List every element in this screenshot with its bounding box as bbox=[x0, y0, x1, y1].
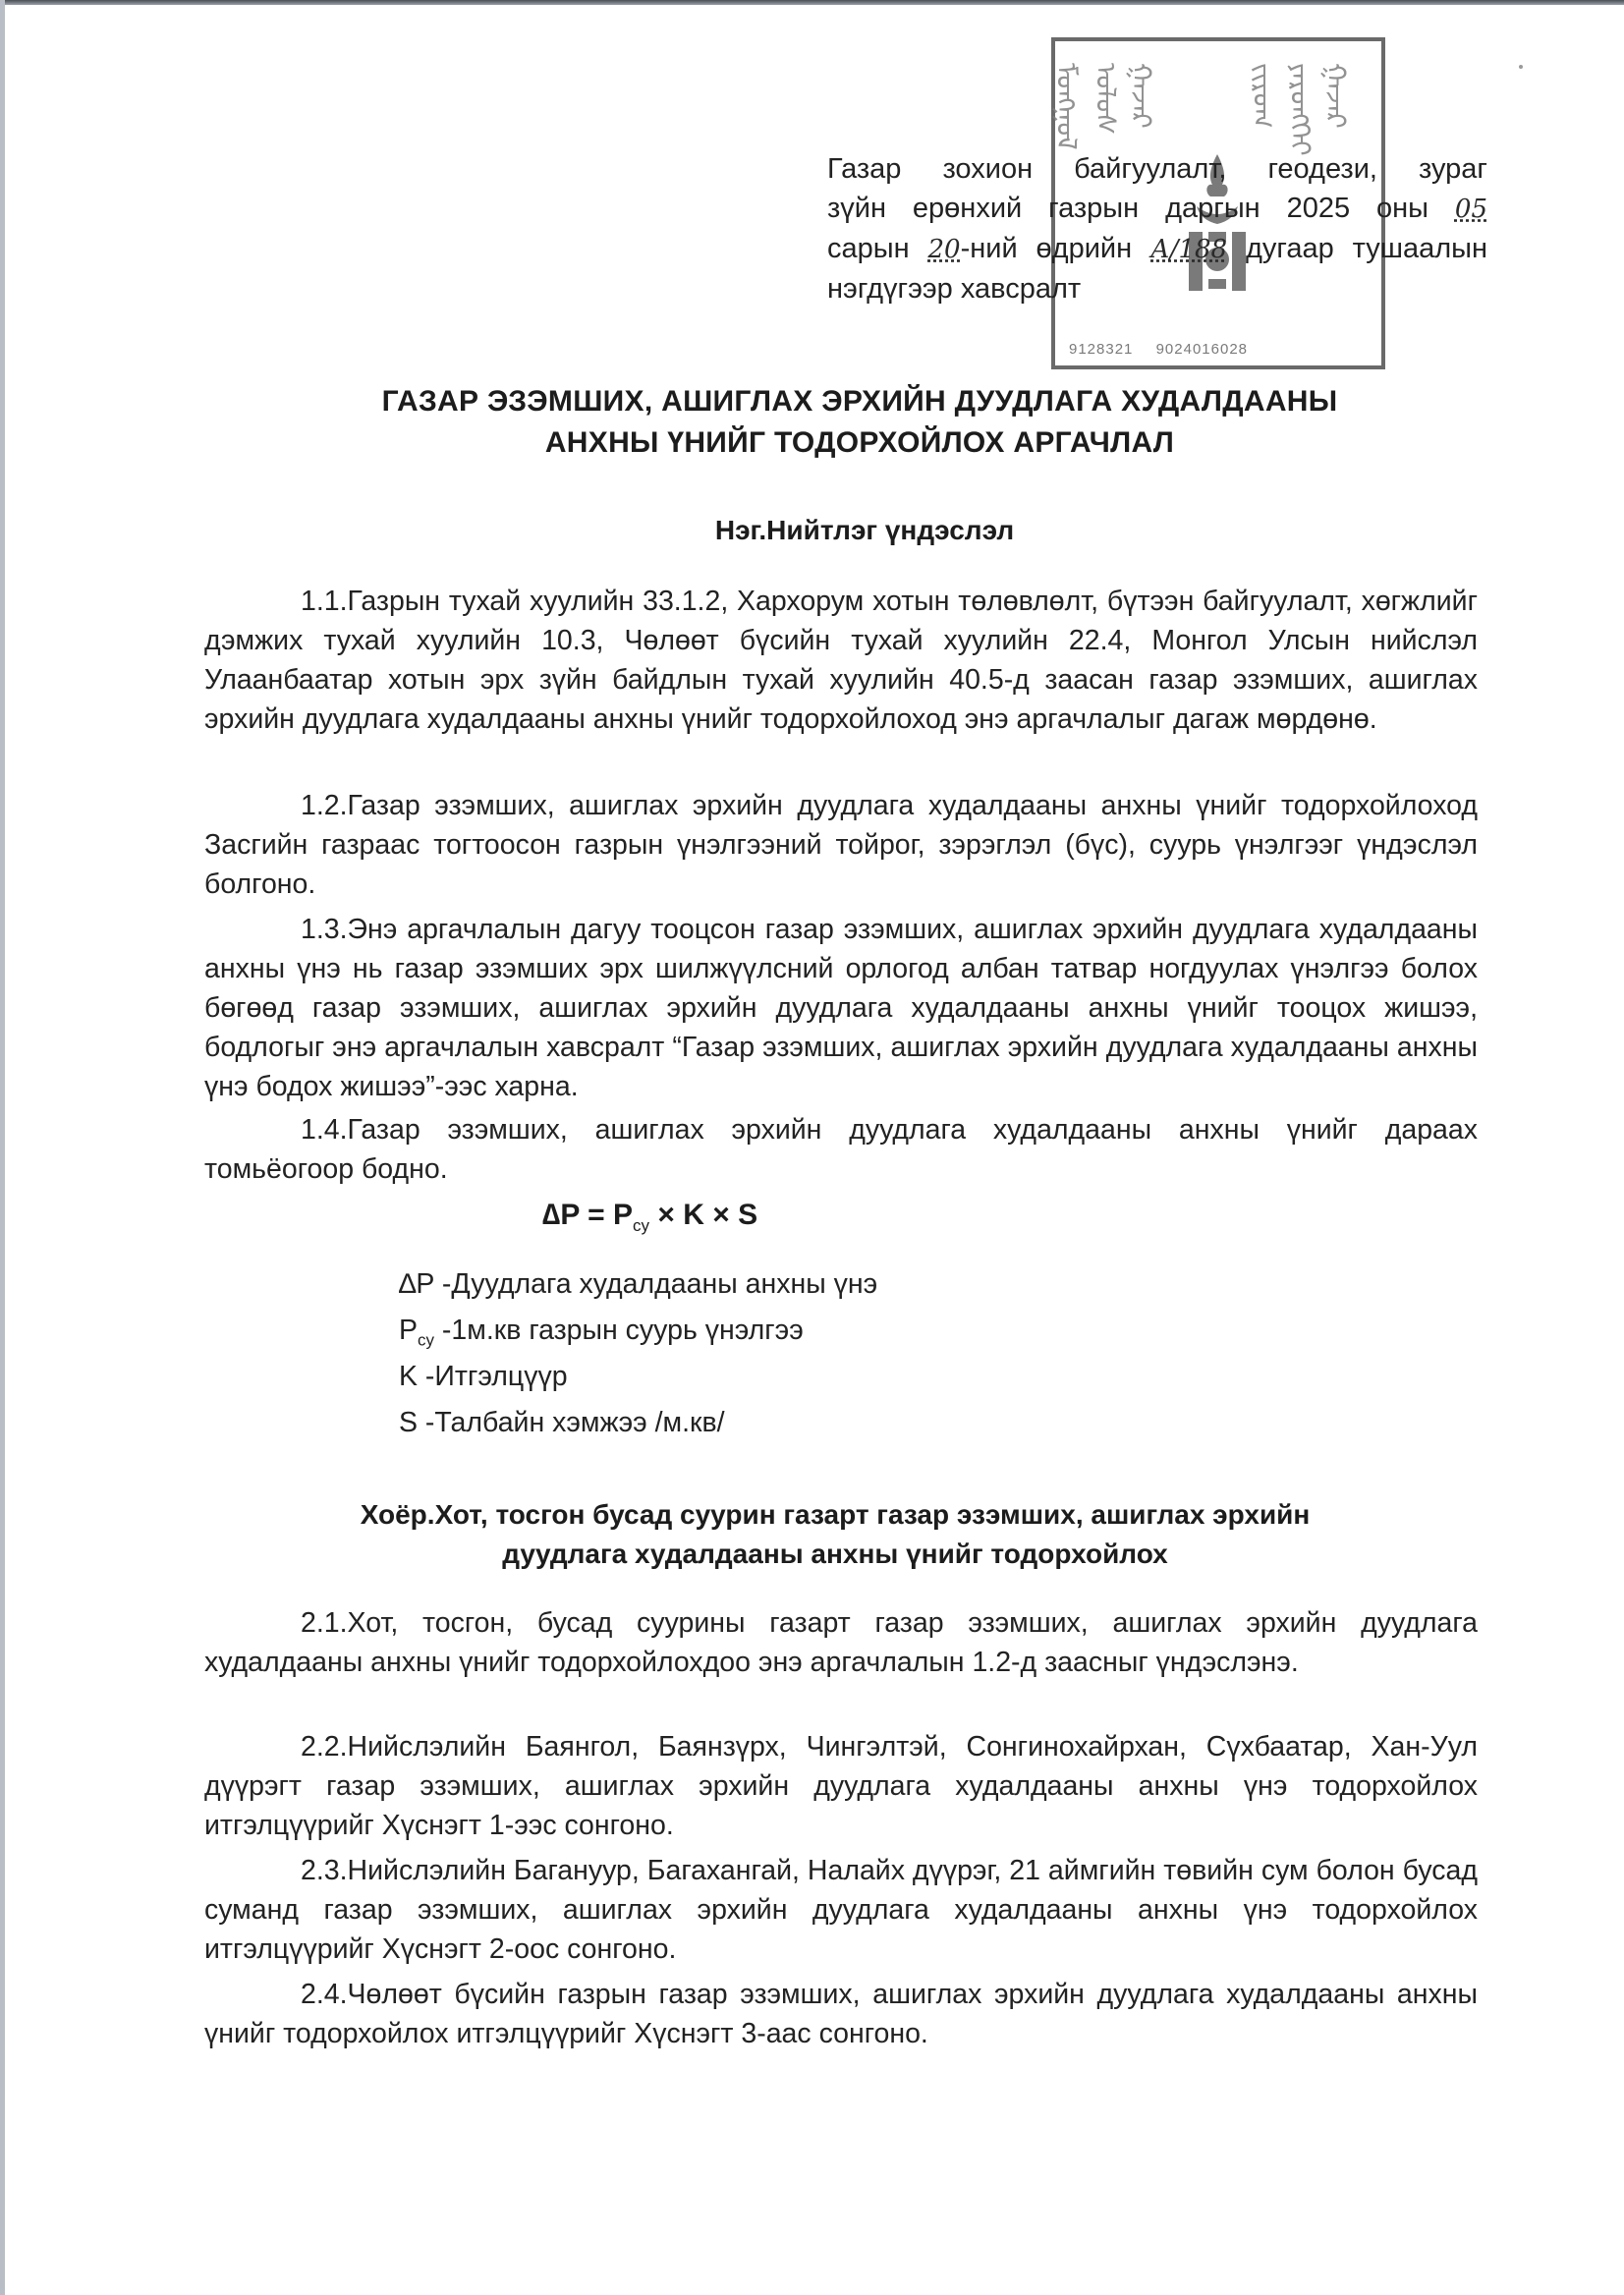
document-title-line-2: АНХНЫ ҮНИЙГ ТОДОРХОЙЛОХ АРГАЧЛАЛ bbox=[544, 426, 1175, 459]
stamp-serial-right: 9024016028 bbox=[1155, 341, 1249, 358]
scan-speck bbox=[1519, 65, 1523, 69]
handwritten-day: 20 bbox=[927, 235, 961, 264]
mongol-script-column: ᠵᠢᠷᠤᠭ bbox=[1248, 63, 1278, 129]
approval-line-2 bbox=[827, 189, 1487, 229]
paragraph-2-4 bbox=[204, 1975, 1478, 2053]
scan-border-left bbox=[0, 0, 5, 2295]
approval-line-1: Газар зохион байгуулалт, геодези, зураг bbox=[827, 153, 1487, 185]
legend-symbol: S bbox=[399, 1407, 419, 1438]
formula-equals: = bbox=[579, 1199, 614, 1231]
paragraph-2-3 bbox=[204, 1851, 1478, 1969]
section-2-heading bbox=[226, 1495, 1444, 1574]
legend-subscript: су bbox=[418, 1330, 435, 1350]
legend-symbol: K bbox=[399, 1361, 419, 1392]
formula-legend-item bbox=[399, 1361, 568, 1393]
paragraph-1-3 bbox=[204, 910, 1478, 1106]
approval-line-3-suffix: дугаар тушаалын bbox=[1227, 233, 1487, 264]
mongol-script-column: ᠮᠣᠩᠭᠣᠯ bbox=[1051, 63, 1082, 150]
paragraph-2-4-text: 2.4.Чөлөөт бүсийн газрын газар эзэмших, ашиглах эрхийн дуудлага худалдааны анхны үнийг тодорхойлох итгэлцүүрийг Хүснэгт 3-аас сонгоно. bbox=[204, 1979, 1478, 2049]
handwritten-month: 05 bbox=[1454, 195, 1487, 224]
section-2-heading-line-1: Хоёр.Хот, тосгон бусад суурин газарт газар эзэмших, ашиглах эрхийн bbox=[360, 1499, 1311, 1530]
formula-p-subscript: су bbox=[633, 1216, 650, 1235]
document-title bbox=[295, 381, 1425, 464]
formula-rest: × K × S bbox=[649, 1199, 758, 1231]
formula-legend-item bbox=[399, 1315, 804, 1351]
scan-border-top bbox=[0, 0, 1624, 5]
paragraph-1-4 bbox=[204, 1110, 1478, 1189]
formula-lhs: ∆P bbox=[542, 1199, 580, 1231]
legend-symbol: ∆P bbox=[399, 1268, 434, 1300]
legend-description: -Дуудлага худалдааны анхны үнэ bbox=[433, 1268, 878, 1300]
approval-line-3-prefix: сарын bbox=[827, 233, 928, 264]
mongol-script-column: ᠭᠠᠵᠠᠷ bbox=[1320, 63, 1351, 129]
approval-line-2-text: зүйн ерөнхий газрын даргын 2025 оны bbox=[827, 193, 1455, 224]
paragraph-2-2-text: 2.2.Нийслэлийн Баянгол, Баянзүрх, Чингэлтэй, Сонгинохайрхан, Сүхбаатар, Хан-Уул дүүрэгт газар эзэмших, ашиглах эрхийн дуудлага худалдааны анхны үнэ тодорхойлох итгэлцүүрийг Хүснэгт 1-ээс сонгоно. bbox=[204, 1731, 1478, 1841]
paragraph-1-2 bbox=[204, 786, 1478, 904]
document-title-line-1: ГАЗАР ЭЗЭМШИХ, АШИГЛАХ ЭРХИЙН ДУУДЛАГА ХУДАЛДААНЫ bbox=[381, 385, 1338, 418]
stamp-serial-numbers bbox=[1069, 341, 1248, 358]
handwritten-order-number: А/188 bbox=[1150, 235, 1228, 264]
legend-description: -Итгэлцүүр bbox=[418, 1361, 568, 1392]
formula-legend-item bbox=[399, 1407, 725, 1439]
formula-p: P bbox=[613, 1199, 634, 1231]
section-1-heading: Нэг.Нийтлэг үндэслэл bbox=[714, 515, 1015, 545]
approval-line-3 bbox=[827, 229, 1487, 269]
mongol-script-column: ᠶᠡᠷᠦᠩᠬᠡᠢ bbox=[1285, 63, 1316, 156]
approval-line-4: нэгдүгээр хавсралт bbox=[827, 273, 1082, 305]
approval-note bbox=[827, 149, 1487, 308]
mongol-script-column: ᠭᠠᠵᠠᠷ bbox=[1126, 63, 1156, 129]
formula-legend-item bbox=[399, 1268, 877, 1301]
paragraph-1-1 bbox=[204, 582, 1478, 739]
mongol-script-column: ᠤᠯᠤᠰ bbox=[1091, 63, 1121, 135]
paragraph-1-4-text: 1.4.Газар эзэмших, ашиглах эрхийн дуудлага худалдааны анхны үнийг дараах томьёогоор бодно. bbox=[204, 1114, 1478, 1185]
stamp-serial-left: 9128321 bbox=[1069, 341, 1134, 358]
paragraph-1-3-text: 1.3.Энэ аргачлалын дагуу тооцсон газар эзэмших, ашиглах эрхийн дуудлага худалдааны анхны үнэ нь газар эзэмших эрх шилжүүлсний орлогод албан татвар ногдуулах үнэлгээ болох бөгөөд газар эзэмших, ашиглах эрхийн дуудлага худалдааны анхны үнийг тооцох жишээ, бодлогыг энэ аргачлалын хавсралт “Газар эзэмших, ашиглах эрхийн дуудлага худалдааны анхны үнэ бодох жишээ”-ээс харна. bbox=[204, 914, 1478, 1102]
paragraph-2-1 bbox=[204, 1603, 1478, 1682]
legend-description: -1м.кв газрын суурь үнэлгээ bbox=[434, 1315, 804, 1346]
section-2-heading-line-2: дуудлага худалдааны анхны үнийг тодорхойлох bbox=[502, 1539, 1168, 1569]
approval-line-3-mid: -ний өдрийн bbox=[960, 233, 1151, 264]
price-formula bbox=[542, 1199, 757, 1236]
legend-symbol: P bbox=[399, 1315, 419, 1346]
paragraph-2-1-text: 2.1.Хот, тосгон, бусад суурины газарт газар эзэмших, ашиглах эрхийн дуудлага худалдааны анхны үнийг тодорхойлохдоо энэ аргачлалын 1.2-д заасныг үндэслэнэ. bbox=[204, 1607, 1478, 1678]
paragraph-2-2 bbox=[204, 1727, 1478, 1845]
paragraph-1-1-text: 1.1.Газрын тухай хуулийн 33.1.2, Хархорум хотын төлөвлөлт, бүтээн байгуулалт, хөгжлийг дэмжих тухай хуулийн 10.3, Чөлөөт бүсийн тухай хуулийн 22.4, Монгол Улсын нийслэл Улаанбаатар хотын эрх зүйн байдлын тухай хуулийн 40.5-д заасан газар эзэмших, ашиглах эрхийн дуудлага худалдааны анхны үнийг тодорхойлоход энэ аргачлалыг дагаж мөрдөнө. bbox=[204, 586, 1478, 735]
paragraph-1-2-text: 1.2.Газар эзэмших, ашиглах эрхийн дуудлага худалдааны анхны үнийг тодорхойлоход Засгийн газраас тогтоосон газрын үнэлгээний тойрог, зэрэглэл (бүс), суурь үнэлгээг үндэслэл болгоно. bbox=[204, 790, 1478, 900]
legend-description: -Талбайн хэмжээ /м.кв/ bbox=[418, 1407, 725, 1438]
paragraph-2-3-text: 2.3.Нийслэлийн Багануур, Багахангай, Налайх дүүрэг, 21 аймгийн төвийн сум болон бусад суманд газар эзэмших, ашиглах эрхийн дуудлага худалдааны анхны үнэ тодорхойлох итгэлцүүрийг Хүснэгт 2-оос сонгоно. bbox=[204, 1855, 1478, 1965]
